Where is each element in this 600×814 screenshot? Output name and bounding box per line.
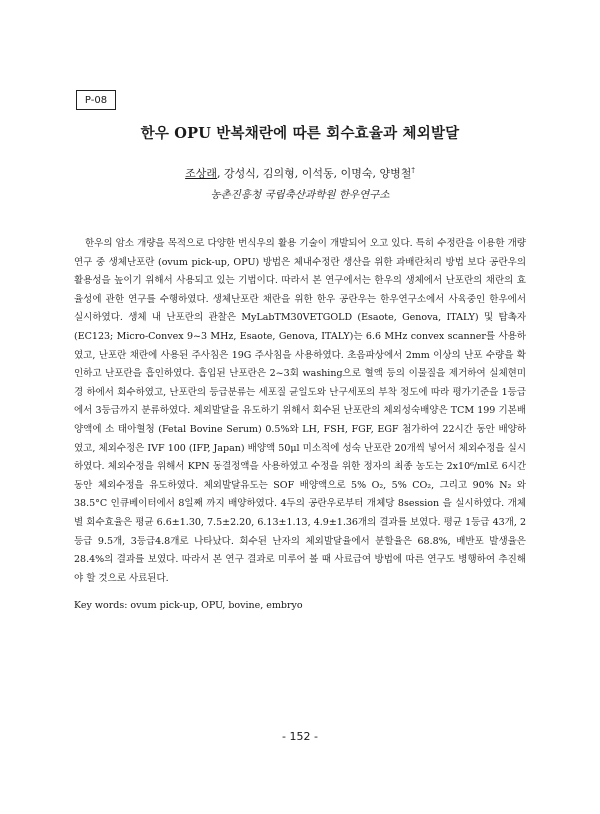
abstract-body: 한우의 암소 개량을 목적으로 다양한 번식우의 활용 기술이 개발되어 오고 있다. 특히 수정란을 이용한 개량 연구 중 생체난포란 (ovum pick-up, OPU) 방법은 체내수정란 생산을 위한 과배란처리 방법 보다 공란우의 활용성을 높이기 위해서 사용되고 있는 기법이다. 따라서 본 연구에서는 한우의 생체에서 난포란의 채란의 효율성에 관한 연구를 수행하였다. 생체난포란 채란을 위한 한우 공란우는 한우연구소에서 사육중인 한우에서 실시하였다. 생체 내 난포란의 관찰은 MyLabTM30VETGOLD (Esaote, Genova, ITALY) 및 탐촉자 (EC123; Micro-Convex 9~3 MHz, Esaote, Genova, ITALY)는 6.6 MHz convex scanner를 사용하였고, 난포란 채란에 사용된 주사침은 19G 주사침을 사용하였다. 초음파상에서 2mm 이상의 난포 수량을 확인하고 난포란을 흡인하였다. 흡입된 난포란은 2~3회 washing으로 혈액 등의 이물질을 제거하여 실체현미경 하에서 회수하였고, 난포란의 등급분류는 세포질 균일도와 난구세포의 부착 정도에 따라 평가기준을 1등급에서 3등급까지 분류하였다. 체외발달을 유도하기 위해서 회수된 난포란의 체외성숙배양은 TCM 199 기본배양액에 소 태아혈청 (Fetal Bovine Serum) 0.5%와 LH, FSH, FGF, EGF 첨가하여 22시간 동안 배양하였고, 체외수정은 IVF 100 (IFP, Japan) 배양액 50μl 미소적에 성숙 난포란 20개씩 넣어서 체외수정을 실시하였다. 체외수정을 위해서 KPN 동결정액을 사용하였고 수정을 위한 정자의 최종 농도는 2x10⁶/ml로 6시간 동안 체외수정을 유도하였다. 체외발달유도는 SOF 배양액으로 5% O₂, 5% CO₂, 그리고 90% N₂ 와 38.5°C 인큐베이터에서 8일째 까지 배양하였다. 4두의 공란우로부터 개체당 8session 을 실시하였다. 개체별 회수효율은 평균 6.6±1.30, 7.5±2.20, 6.13±1.13, 4.9±1.36개의 결과를 보였다. 평균 1등급 43개, 2등급 9.5개, 3등급4.8개로 나타났다. 회수된 난자의 체외발달율에서 분할율은 68.8%, 배반포 발생율은 28.4%의 결과를 보였다. 따라서 본 연구 결과로 미루어 볼 때 사료급여 방법에 따른 연구도 병행하여 추진해야 할 것으로 사료된다.	[74, 238, 526, 584]
poster-label: P-08	[76, 90, 116, 110]
co-authors: , 강성식, 김의형, 이석동, 이명숙, 양병철	[217, 167, 412, 180]
affiliation: 농촌진흥청 국립축산과학원 한우연구소	[210, 189, 390, 201]
paper-title: 한우 OPU 반복채란에 따른 회수효율과 체외발달	[140, 125, 460, 142]
first-author: 조상래	[185, 167, 218, 180]
author-list	[60, 165, 540, 181]
corresponding-author-mark: †	[411, 166, 415, 175]
page-number: - 152 -	[282, 730, 318, 743]
keywords: Key words: ovum pick-up, OPU, bovine, embryo	[74, 600, 303, 611]
